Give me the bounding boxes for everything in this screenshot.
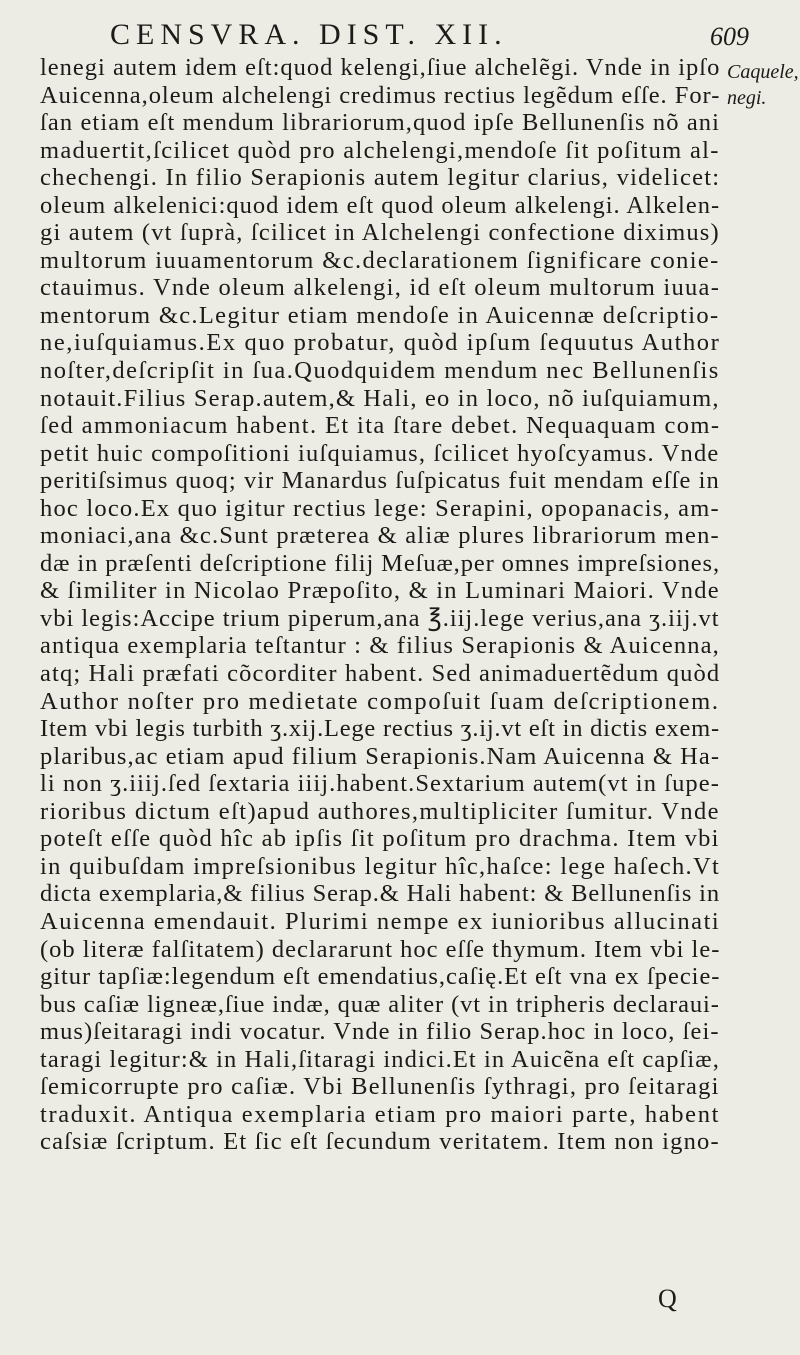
text-line: vbi legis:Accipe trium piperum,ana ℥.iij.lege verius,ana ʒ.iij.vt xyxy=(40,604,720,632)
text-line: li non ʒ.iiij.ſed ſextaria iiij.habent.Sextarium autem(vt in ſupe- xyxy=(40,770,720,798)
text-line: mentorum &c.Legitur etiam mendoſe in Auicennæ deſcriptio- xyxy=(40,301,720,329)
text-line: maduertit,ſcilicet quòd pro alchelengi,mendoſe ſit poſitum al- xyxy=(40,136,720,164)
body-text xyxy=(40,54,720,1156)
text-line: dæ in præſenti deſcriptione filij Meſuæ,per omnes impreſsiones, xyxy=(40,549,720,577)
running-title: CENSVRA. DIST. XII. xyxy=(110,18,508,51)
text-line: noſter,deſcripſit in ſua.Quodquidem mendum nec Bellunenſis xyxy=(40,357,720,385)
text-line: Item vbi legis turbith ʒ.xij.Lege rectius ʒ.ij.vt eſt in dictis exem- xyxy=(40,715,720,743)
text-line: ne,iuſquiamus.Ex quo probatur, quòd ipſum ſequutus Author xyxy=(40,329,720,357)
text-line: peritiſsimus quoq; vir Manardus ſuſpicatus fuit mendam eſſe in xyxy=(40,467,720,495)
text-line: traduxit. Antiqua exemplaria etiam pro maiori parte, habent xyxy=(40,1100,720,1128)
text-line: notauit.Filius Serap.autem,& Hali, eo in loco, nõ iuſquiamum, xyxy=(40,384,720,412)
text-line: dicta exemplaria,& filius Serap.& Hali habent: & Bellunenſis in xyxy=(40,880,720,908)
text-line: plaribus,ac etiam apud filium Serapionis.Nam Auicenna & Ha- xyxy=(40,742,720,770)
text-line: Auicenna emendauit. Plurimi nempe ex iunioribus allucinati xyxy=(40,907,720,935)
text-line: caſsiæ ſcriptum. Et ſic eſt ſecundum veritatem. Item non igno- xyxy=(40,1128,720,1156)
margin-note: negi. xyxy=(727,87,767,109)
text-line: poteſt eſſe quòd hîc ab ipſis ſit poſitum pro drachma. Item vbi xyxy=(40,825,720,853)
text-line: Author noſter pro medietate compoſuit ſuam deſcriptionem. xyxy=(40,687,720,715)
text-line: multorum iuuamentorum &c.declarationem ſignificare conie- xyxy=(40,246,720,274)
text-line: moniaci,ana &c.Sunt præterea & aliæ plures librariorum men- xyxy=(40,522,720,550)
text-line: ſed ammoniacum habent. Et ita ſtare debet. Nequaquam com- xyxy=(40,412,720,440)
text-line: lenegi autem idem eſt:quod kelengi,ſiue alchelẽgi. Vnde in ipſo xyxy=(40,54,720,81)
text-line: Auicenna,oleum alchelengi credimus rectius legẽdum eſſe. For- xyxy=(40,81,720,109)
text-line: ſan etiam eſt mendum librariorum,quod ipſe Bellunenſis nõ ani xyxy=(40,109,720,137)
text-line: rioribus dictum eſt)apud authores,multipliciter ſumitur. Vnde xyxy=(40,797,720,825)
text-line: hoc loco.Ex quo igitur rectius lege: Serapini, opopanacis, am- xyxy=(40,494,720,522)
text-line: antiqua exemplaria teſtantur : & filius Serapionis & Auicenna, xyxy=(40,632,720,660)
page-number: 609 xyxy=(710,22,749,51)
text-line: oleum alkelenici:quod idem eſt quod oleum alkelengi. Alkelen- xyxy=(40,191,720,219)
text-line: taragi legitur:& in Hali,ſitaragi indici.Et in Auicẽna eſt capſiæ, xyxy=(40,1045,720,1073)
catchword: Q xyxy=(658,1284,677,1313)
text-line: mus)ſeitaragi indi vocatur. Vnde in filio Serap.hoc in loco, ſei- xyxy=(40,1018,720,1046)
margin-note: Caquele, xyxy=(727,61,799,83)
text-line: bus caſiæ ligneæ,ſiue indæ, quæ aliter (vt in tripheris declaraui- xyxy=(40,990,720,1018)
text-line: atq; Hali præfati cõcorditer habent. Sed animaduertẽdum quòd xyxy=(40,660,720,688)
text-line: chechengi. In filio Serapionis autem legitur clarius, videlicet: xyxy=(40,164,720,192)
text-line: gi autem (vt ſuprà, ſcilicet in Alchelengi confectione diximus) xyxy=(40,219,720,247)
text-line: petit huic compoſitioni iuſquiamus, ſcilicet hyoſcyamus. Vnde xyxy=(40,439,720,467)
text-line: ctauimus. Vnde oleum alkelengi, id eſt oleum multorum iuua- xyxy=(40,274,720,302)
text-line: ſemicorrupte pro caſiæ. Vbi Bellunenſis ſythragi, pro ſeitaragi xyxy=(40,1073,720,1101)
text-line: gitur tapſiæ:legendum eſt emendatius,caſię.Et eſt vna ex ſpecie- xyxy=(40,963,720,991)
text-line: & ſimiliter in Nicolao Præpoſito, & in Luminari Maiori. Vnde xyxy=(40,577,720,605)
text-line: in quibuſdam impreſsionibus legitur hîc,haſce: lege haſech.Vt xyxy=(40,852,720,880)
text-line: (ob literæ falſitatem) declararunt hoc eſſe thymum. Item vbi le- xyxy=(40,935,720,963)
